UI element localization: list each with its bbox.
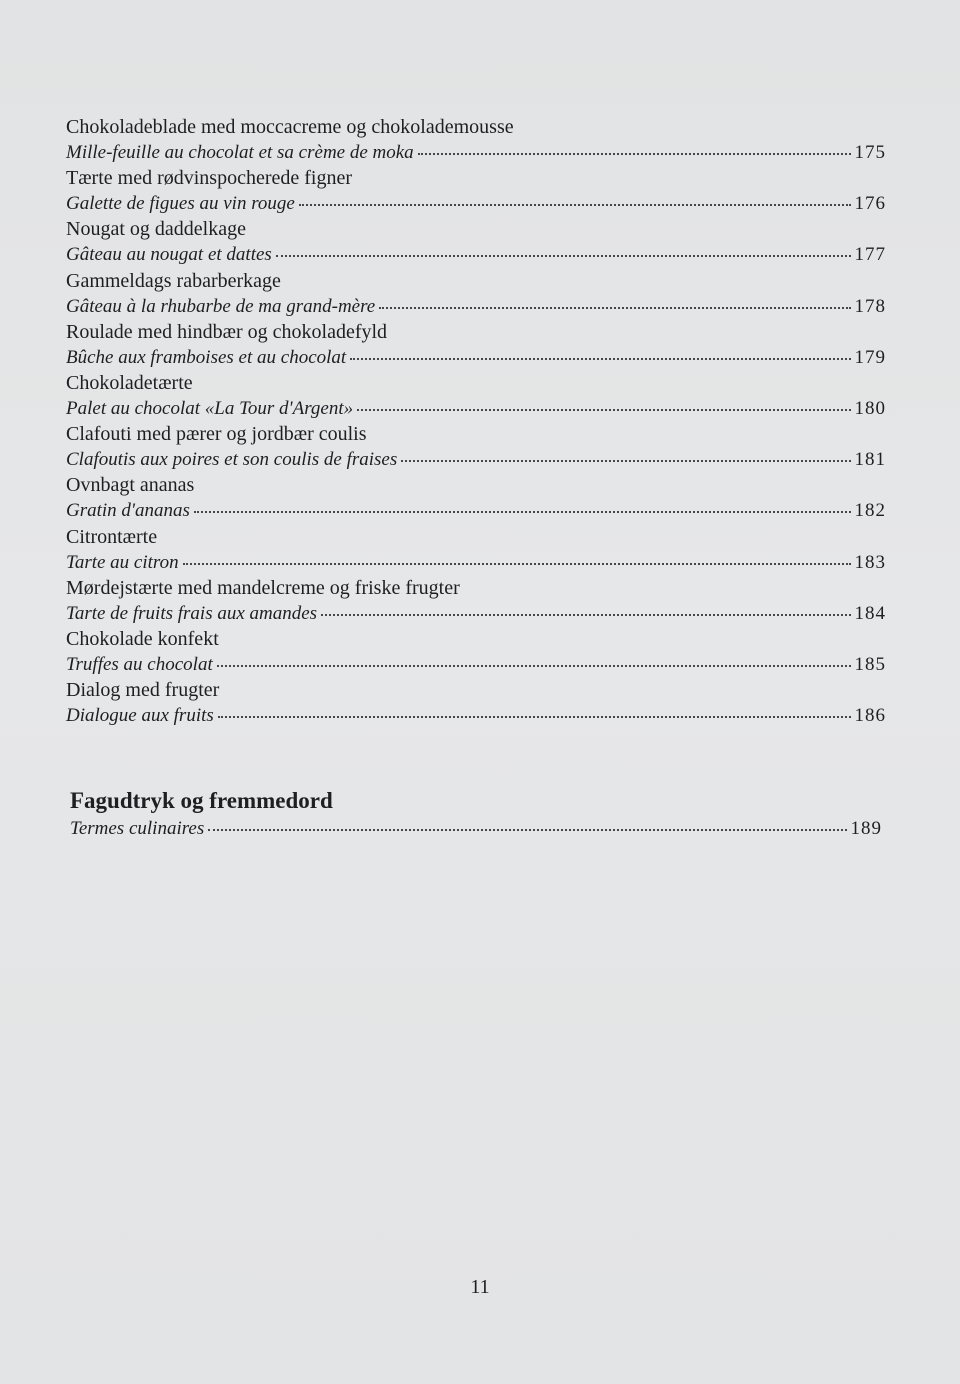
toc-entry [66, 421, 886, 472]
toc-entry [66, 472, 886, 523]
dot-leader [350, 358, 850, 360]
page-number: 11 [470, 1276, 490, 1298]
french-line [66, 345, 886, 370]
toc-entry [66, 575, 886, 626]
french-title: Gâteau au nougat et dattes [66, 244, 272, 266]
danish-title: Chokoladeblade med moccacreme og chokolademousse [66, 116, 514, 138]
dot-leader [418, 153, 851, 155]
french-line [70, 816, 882, 841]
page-ref: 189 [850, 818, 882, 839]
french-line [66, 191, 886, 216]
french-title: Dialogue aux fruits [66, 705, 214, 727]
page-ref: 176 [854, 193, 886, 215]
french-title: Termes culinaires [70, 818, 205, 839]
french-title: Clafoutis aux poires et son coulis de fraises [66, 449, 398, 471]
glossary-section [70, 786, 882, 841]
dot-leader [217, 665, 851, 667]
french-title: Galette de figues au vin rouge [66, 193, 295, 215]
french-title: Gâteau à la rhubarbe de ma grand-mère [66, 295, 376, 317]
french-line [66, 242, 886, 267]
dot-leader [321, 614, 850, 616]
page-ref: 183 [854, 551, 886, 573]
danish-title: Nougat og daddelkage [66, 218, 246, 241]
french-line [66, 601, 886, 626]
page-ref: 180 [854, 397, 886, 419]
danish-title: Chokolade konfekt [66, 627, 219, 650]
french-title: Tarte de fruits frais aux amandes [66, 602, 318, 624]
danish-title: Roulade med hindbær og chokoladefyld [66, 320, 388, 343]
french-title: Mille-feuille au chocolat et sa crème de moka [66, 142, 414, 163]
toc-entry [66, 626, 886, 677]
danish-title: Ovnbagt ananas [66, 474, 195, 497]
french-line [66, 703, 886, 728]
page-ref: 182 [854, 500, 886, 522]
section-heading: Fagudtryk og fremmedord [70, 788, 333, 813]
french-line [66, 140, 886, 165]
page-ref: 178 [854, 295, 886, 317]
page-ref: 179 [854, 346, 886, 368]
toc-entry [66, 677, 886, 728]
dot-leader [183, 563, 851, 565]
french-title: Gratin d'ananas [66, 500, 190, 522]
french-line [66, 550, 886, 575]
french-line [66, 396, 886, 421]
toc-entry [66, 268, 886, 319]
french-line [66, 294, 886, 319]
danish-title: Gammeldags rabarberkage [66, 269, 281, 292]
toc-entry [66, 165, 886, 216]
page-ref: 177 [854, 244, 886, 266]
dot-leader [218, 716, 851, 718]
dot-leader [379, 307, 850, 309]
toc-entry [66, 216, 886, 267]
dot-leader [401, 460, 850, 462]
dot-leader [276, 255, 851, 257]
page-ref: 175 [854, 142, 886, 163]
dot-leader [299, 204, 851, 206]
toc-entry [66, 319, 886, 370]
page-ref: 186 [854, 705, 886, 727]
table-of-contents [66, 114, 886, 728]
french-title: Palet au chocolat «La Tour d'Argent» [66, 397, 354, 419]
toc-entry [66, 114, 886, 165]
danish-title: Dialog med frugter [66, 679, 220, 702]
danish-title: Citrontærte [66, 525, 158, 548]
page-ref: 181 [854, 449, 886, 471]
french-title: Tarte au citron [66, 551, 179, 573]
french-title: Truffes au chocolat [66, 653, 213, 675]
danish-title: Clafouti med pærer og jordbær coulis [66, 423, 367, 446]
dot-leader [208, 829, 846, 831]
french-line [66, 652, 886, 677]
french-line [66, 498, 886, 523]
danish-title: Chokoladetærte [66, 371, 193, 394]
toc-entry [66, 370, 886, 421]
danish-title: Mørdejstærte med mandelcreme og friske frugter [66, 576, 460, 599]
dot-leader [194, 511, 851, 513]
dot-leader [357, 409, 850, 411]
danish-title: Tærte med rødvinspocherede figner [66, 167, 353, 190]
french-title: Bûche aux framboises et au chocolat [66, 346, 347, 368]
toc-entry [66, 524, 886, 575]
page-ref: 184 [854, 602, 886, 624]
page-ref: 185 [854, 653, 886, 675]
french-line [66, 447, 886, 472]
